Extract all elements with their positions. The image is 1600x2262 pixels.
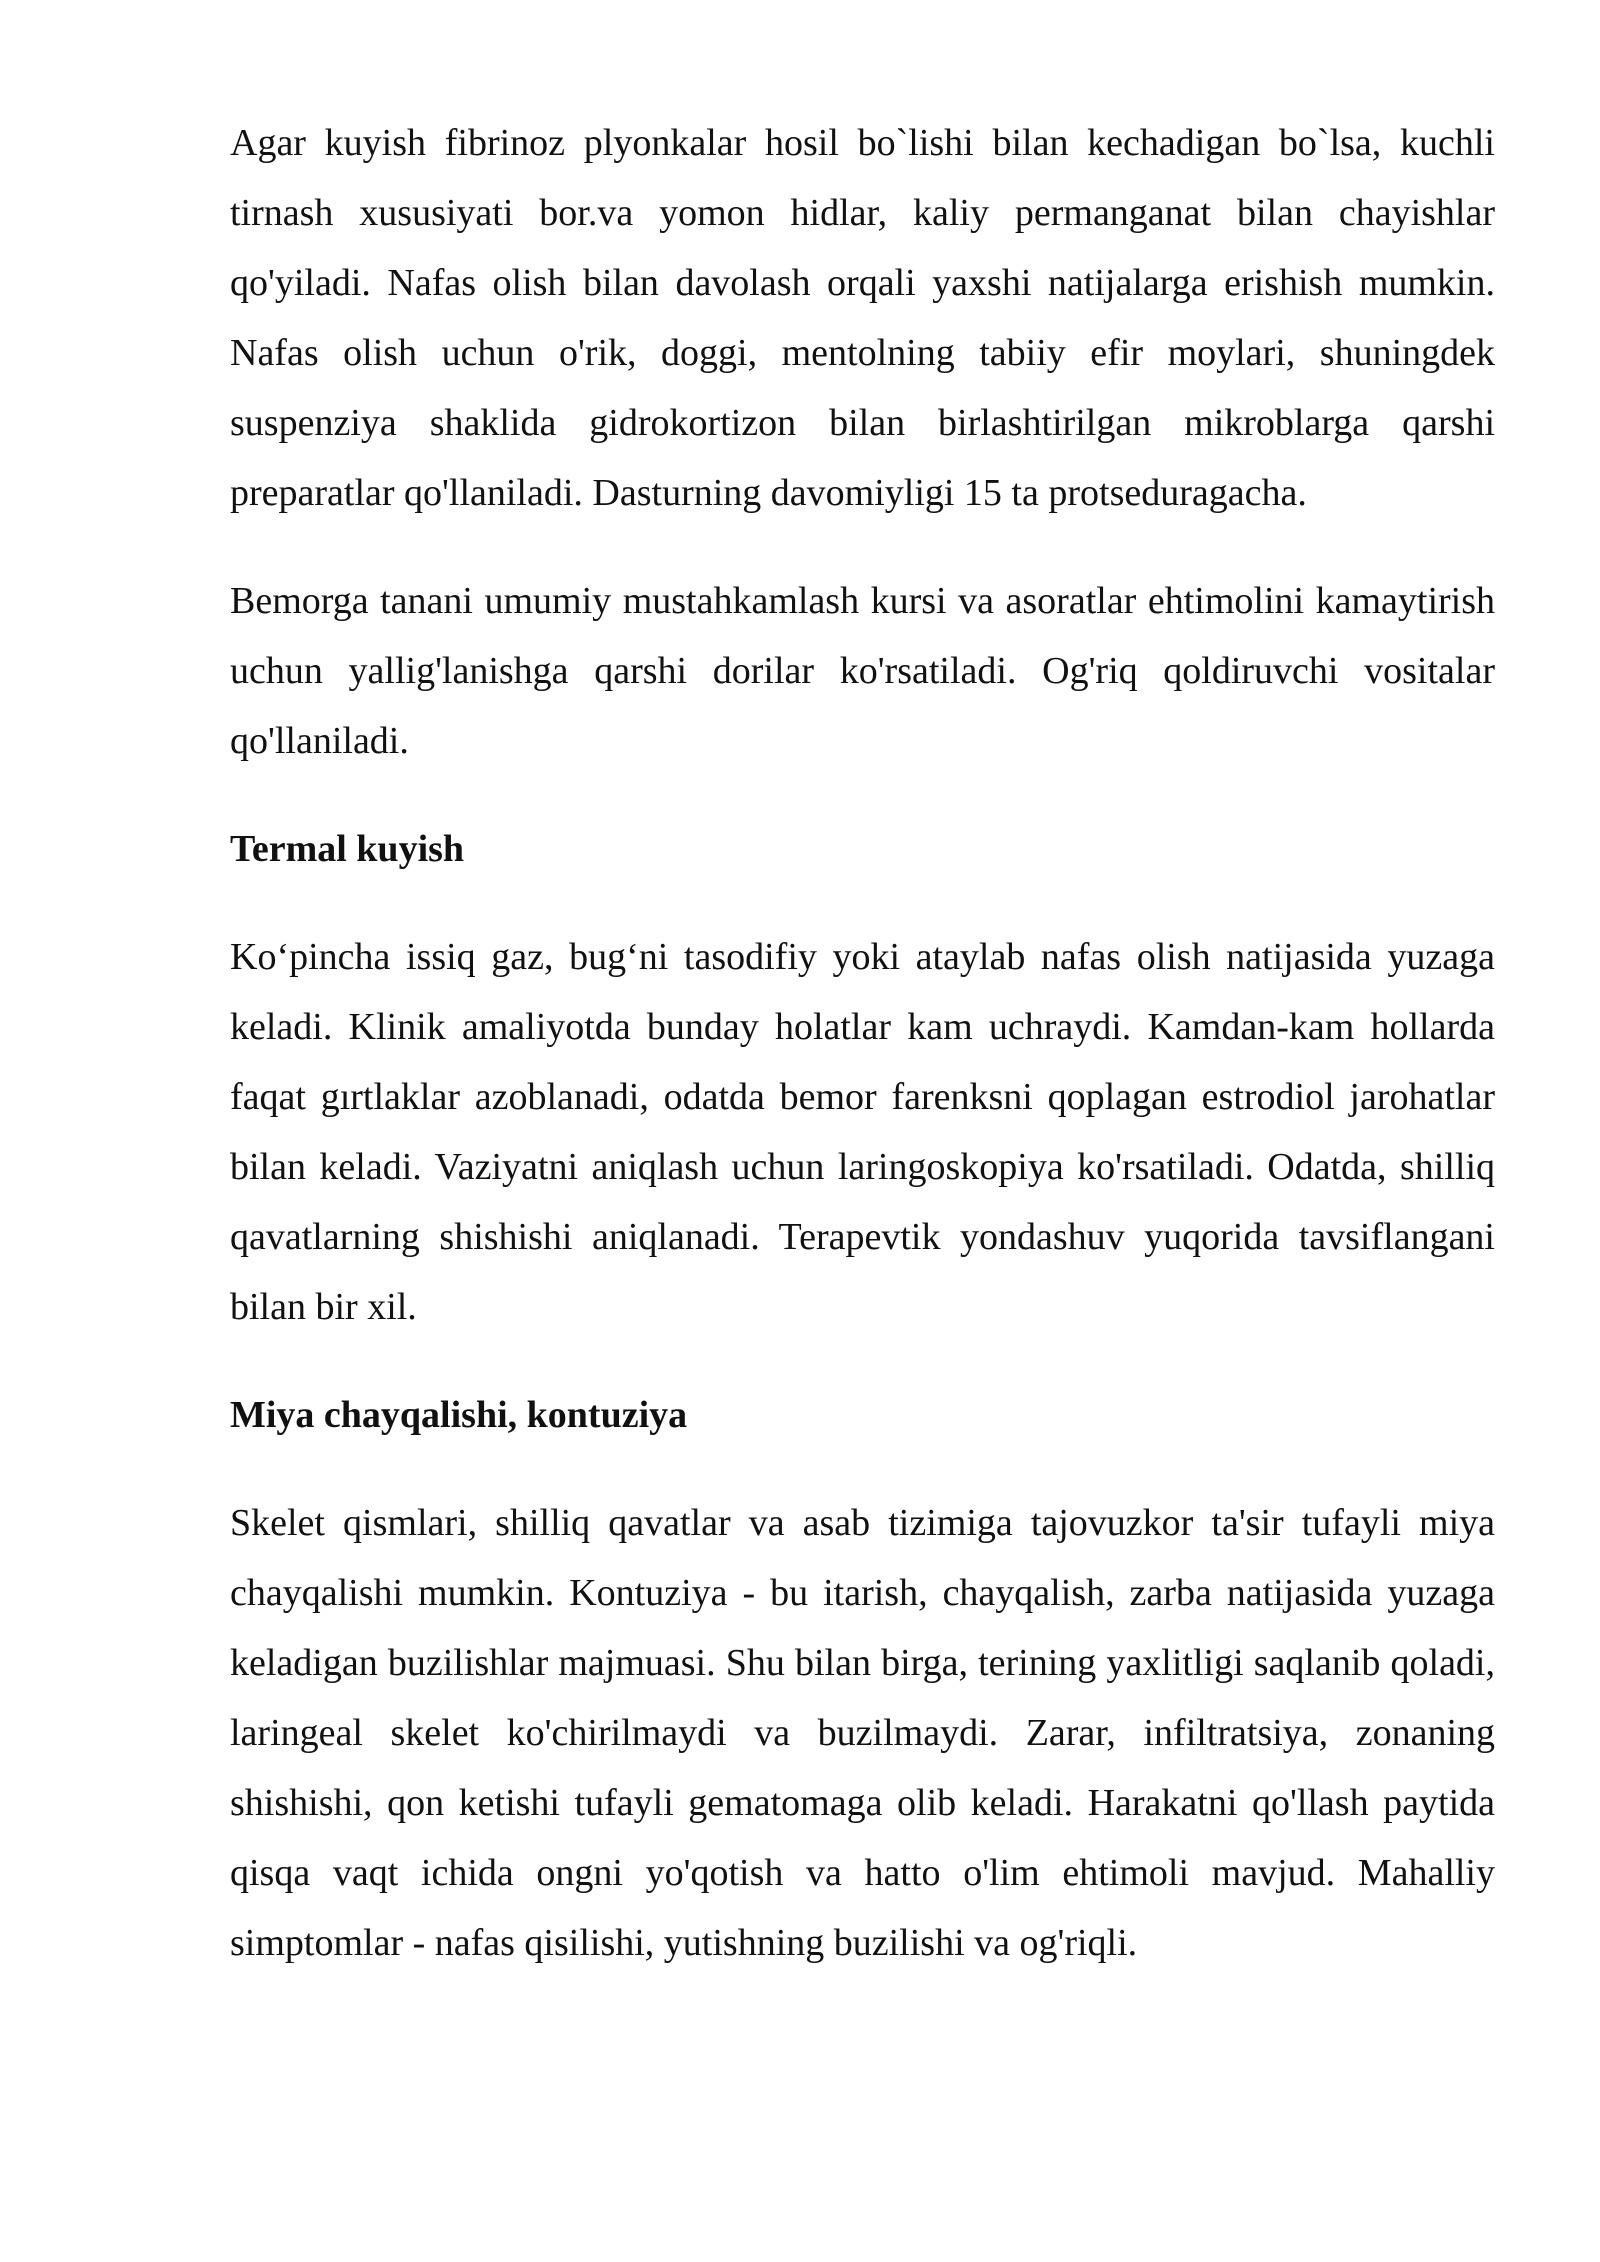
document-page [230,108,1495,2016]
heading-concussion-contusion: Miya chayqalishi, kontuziya [230,1394,688,1436]
heading-thermal-burn: Termal kuyish [230,828,465,870]
paragraph-concussion-contusion: Skelet qismlari, shilliq qavatlar va asab tizimiga tajovuzkor ta'sir tufayli miya chayqalishi mumkin. Kontuziya - bu itarish, chayqalish, zarba natijasida yuzaga keladigan buzilishlar majmuasi. Shu bilan birga, terining yaxlitligi saqlanib qoladi, laringeal skelet ko'chirilmaydi va buzilmaydi. Zarar, infiltratsiya, zonaning shishishi, qon ketishi tufayli gematomaga olib keladi. Harakatni qo'llash paytida qisqa vaqt ichida ongni yo'qotish va hatto o'lim ehtimoli mavjud. Mahalliy simptomlar - nafas qisilishi, yutishning buzilishi va og'riqli. [230,1502,1495,1964]
paragraph-fibrinous-burn-treatment: Agar kuyish fibrinoz plyonkalar hosil bo`lishi bilan kechadigan bo`lsa, kuchli tirnash xususiyati bor.va yomon hidlar, kaliy permanganat bilan chayishlar qo'yiladi. Nafas olish bilan davolash orqali yaxshi natijalarga erishish mumkin. Nafas olish uchun o'rik, doggi, mentolning tabiiy efir moylari, shuningdek suspenziya shaklida gidrokortizon bilan birlashtirilgan mikroblarga qarshi preparatlar qo'llaniladi. Dasturning davomiyligi 15 ta protseduragacha. [230,122,1495,514]
paragraph-general-strengthening: Bemorga tanani umumiy mustahkamlash kursi va asoratlar ehtimolini kamaytirish uchun yallig'lanishga qarshi dorilar ko'rsatiladi. Og'riq qoldiruvchi vositalar qo'llaniladi. [230,580,1495,762]
paragraph-thermal-burn: Ko‘pincha issiq gaz, bug‘ni tasodifiy yoki ataylab nafas olish natijasida yuzaga keladi. Klinik amaliyotda bunday holatlar kam uchraydi. Kamdan-kam hollarda faqat gırtlaklar azoblanadi, odatda bemor farenksni qoplagan estrodiol jarohatlar bilan keladi. Vaziyatni aniqlash uchun laringoskopiya ko'rsatiladi. Odatda, shilliq qavatlarning shishishi aniqlanadi. Terapevtik yondashuv yuqorida tavsiflangani bilan bir xil. [230,936,1495,1328]
